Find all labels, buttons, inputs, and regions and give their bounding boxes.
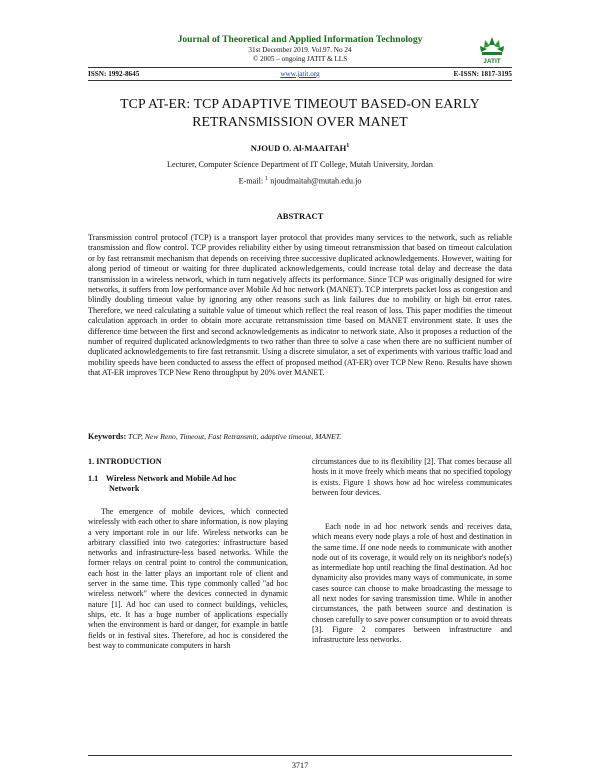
- journal-title: Journal of Theoretical and Applied Information Technology: [177, 34, 423, 45]
- website-link[interactable]: www.jatit.org: [280, 70, 320, 78]
- section-heading: 1. INTRODUCTION: [88, 457, 162, 466]
- left-paragraph: The emergence of mobile devices, which connected wirelessly with each other to share information, is now playing a very important role in our life. Wireless networks can be arbitrary classified into two categories: infrastructure based networks and infrastructure-less based networks. While the former relays on central point to control the communication, each host in the latter plays an important role of client and server in the same time. This type commonly called "ad hoc wireless network" where the devices connected in dynamic nature [1]. Ad hoc can used to connect buildings, vehicles, ships, etc. It has a huge number of applications especially when the environment is hard or danger, for example in battle fields or in festival sites. Therefore, ad hoc is considered the best way to communicate computers in harsh: [88, 507, 288, 650]
- copyright-line: © 2005 – ongoing JATIT & LLS: [252, 55, 348, 63]
- header-rule-bottom: [88, 80, 512, 81]
- right-paragraph-2: Each node in ad hoc network sends and receives data, which means every node plays a role of host and destination in the same time. If one node needs to communicate with another node out of its coverage, it would rely on its neighbor's node(s) as intermediate hop until reaching the final destination. Ad hoc dynamicity also provides many ways of communicate, in some cases source can choose to make broadcasting the message to all next nodes for saving transmission time. While in another circumstances, the path between source and destination is chosen carefully to save power consumption or to avoid threats [3]. Figure 2 compares between infrastructure and infrastructure less networks.: [312, 522, 512, 645]
- abstract-heading: ABSTRACT: [276, 211, 324, 221]
- abstract-body: Transmission control protocol (TCP) is a transport layer protocol that provides many services to the network, such as reliable transmission and flow control. TCP provides reliability either by using timeout retransmission that based on timeout calculation or by fast retransmit mechanism that depends on receiving three successive duplicated acknowledgements. However, waiting for along period of timeout or waiting for three duplicated acknowledgements, could increase total delay and decrease the data transmission in a wireless network, which in turn negatively affects its performance. Since TCP was originally designed for wire networks, it suffers from low performance over Mobile Ad hoc network (MANET). TCP interprets packet loss as congestion and blindly doubling timeout value by ignoring any other reasons such as link failures due to mobility or high bit error rates. Therefore, we need calculating a suitable value of timeout which reflect the real reason of loss. This paper modifies the timeout calculation approach in order to obtain more accurate retransmission time based on MANET environment state. It uses the difference time between the first and second acknowledgements as indicator to network state. Also it proposes a reduction of the number of required duplicated acknowledgments to two rather than three to solve a case when there are no sufficient number of duplicated acknowledgements to fire fast retransmit. Using a discrete simulator, a set of experiments with various traffic load and mobility speeds have been conducted to assess the effect of proposed method (AT-ER) over TCP New Reno. Results have shown that AT-ER improves TCP New Reno throughput by 20% over MANET.: [88, 233, 512, 378]
- keywords-list: TCP, New Reno, Timeout, Fast Retransmit, adaptive timeout, MANET.: [128, 432, 342, 441]
- subsection-title-line1: Wireless Network and Mobile Ad hoc: [105, 474, 237, 483]
- right-paragraph-1: circumstances due to its flexibility [2]. That comes because all hosts in it move freely which means that no specified topology is exists. Figure 1 shows how ad hoc wireless communicates between four devices.: [312, 457, 512, 497]
- email-sup: 1: [265, 176, 269, 182]
- email-line: [0, 176, 600, 186]
- subsection-number: 1.1: [88, 474, 99, 483]
- author: [0, 143, 600, 153]
- email-address[interactable]: njoudmaitah@mutah.edu.jo: [270, 176, 362, 186]
- issue-line: 31st December 2019. Vol.97. No 24: [248, 46, 352, 54]
- logo-mark-icon: [480, 37, 504, 55]
- issn-label: ISSN:: [88, 70, 107, 78]
- email-label: E-mail:: [238, 176, 264, 186]
- subsection-heading: [88, 474, 288, 495]
- keywords-label: Keywords:: [88, 432, 127, 441]
- page-number: 3717: [291, 761, 309, 770]
- eissn-label: E-ISSN:: [453, 70, 480, 78]
- eissn-value: 1817-3195: [480, 70, 512, 78]
- footer-rule: [88, 755, 512, 756]
- eissn: [453, 70, 512, 78]
- paper-title: TCP AT-ER: TCP ADAPTIVE TIMEOUT BASED-ON EARLY RETRANSMISSION OVER MANET: [120, 96, 480, 129]
- header-rule-top: [88, 67, 512, 68]
- author-sup: 1: [346, 143, 350, 150]
- jatit-logo: [476, 36, 508, 66]
- issn-value: 1992-8645: [108, 70, 140, 78]
- author-name: NJOUD O. Al-MAAITAH: [250, 143, 347, 153]
- keywords: [88, 432, 512, 441]
- logo-text: JATIT: [483, 58, 501, 65]
- subsection-title-line2: Network: [109, 484, 140, 494]
- affiliation: Lecturer, Computer Science Department of IT College, Mutah University, Jordan: [167, 160, 433, 169]
